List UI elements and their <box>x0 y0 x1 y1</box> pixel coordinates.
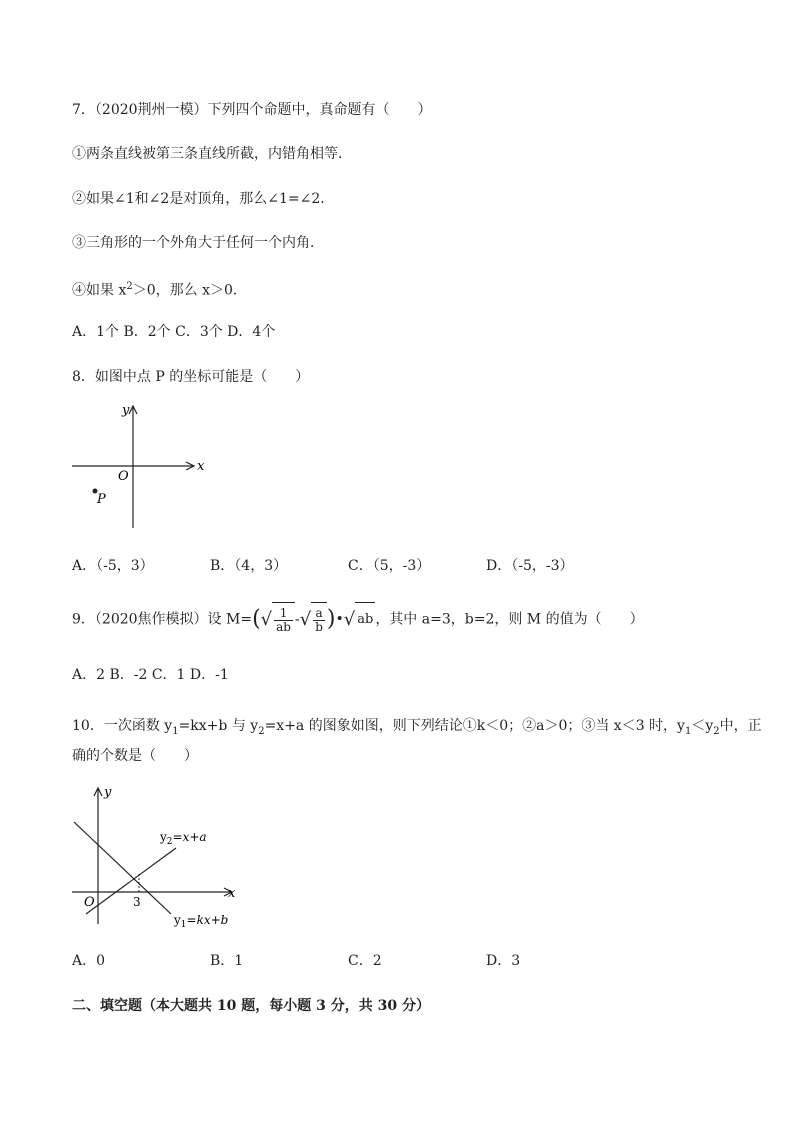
q10-label-y1: $y_1=kx+b$ <box>174 913 229 930</box>
q8-origin-label: O <box>118 469 129 484</box>
section-2-heading: 二、填空题（本大题共 10 题，每小题 3 分，共 30 分） <box>72 998 430 1014</box>
q7-statement-2: ②如果∠1和∠2是对顶角，那么∠1=∠2． <box>72 191 335 207</box>
q7-statement-1: ①两条直线被第三条直线所截，内错角相等． <box>72 146 352 162</box>
q10-tick-3: 3 <box>133 895 141 909</box>
q7-stem: 7．（2020荆州一模）下列四个命题中，真命题有（ ） <box>72 102 432 118</box>
q8-option-b: B．（4，3） <box>210 558 288 574</box>
q10-option-c: C．2 <box>348 953 382 969</box>
q10-option-d: D．3 <box>486 953 521 969</box>
q10-option-a: A．0 <box>72 953 106 969</box>
q9-radical-3: √ <box>343 608 356 630</box>
q9-radical-2: √ <box>299 608 312 630</box>
q10-stem-line2: 确的个数是（ ） <box>72 748 198 764</box>
q8-stem: 8．如图中点 P 的坐标可能是（ ） <box>72 369 310 385</box>
q10-y-label: y <box>104 785 112 800</box>
q10-stem-line1: 10．一次函数 $y_1=kx+b$ 与 $y_2=x+a$ 的图象如图，则下列结论①k＜0；②a＞0；③当 x＜3 时，$y_1<y_2$中，正 <box>72 718 762 737</box>
q9-fraction-1: $\frac{1}{ab}$ <box>276 605 291 634</box>
q8-x-label: x <box>197 459 205 474</box>
q10-label-y2: $y_2=x+a$ <box>160 830 207 847</box>
q10-origin-label: O <box>84 895 95 910</box>
q9-open-paren: ( <box>252 606 261 632</box>
q7-statement-4: ④如果 $x^2>0$，那么 x＞0． <box>72 281 247 299</box>
q10-option-b: B．1 <box>210 953 244 969</box>
q8-option-c: C．（5，-3） <box>348 558 431 574</box>
q10-line-y2 <box>86 848 176 914</box>
q8-y-label: y <box>122 403 130 418</box>
q9-close-paren: ) <box>326 606 336 632</box>
q10-function-graph <box>66 784 256 934</box>
q8-option-d: D．（-5，-3） <box>486 558 574 574</box>
q7-statement-3: ③三角形的一个外角大于任何一个内角． <box>72 235 324 251</box>
q9-stem: 9．（2020焦作模拟）设 M=(√ $\frac{1}{ab}$ -√ $\frac{a}{b}$ )•√ ab ，其中 a=3，b=2，则 M 的值为（ ） <box>72 602 644 637</box>
q8-option-a: A．（-5，3） <box>72 558 154 574</box>
q7-options: A．1个 B．2个 C．3个 D．4个 <box>72 324 276 340</box>
q10-x-label: x <box>228 886 236 901</box>
q9-fraction-2: $\frac{a}{b}$ <box>315 605 323 634</box>
q9-options: A．2 B．-2 C．1 D．-1 <box>72 667 229 683</box>
q9-radical-1: √ <box>260 608 273 630</box>
q8-coordinate-figure <box>66 400 216 535</box>
q8-point-p-label: P <box>97 492 106 507</box>
